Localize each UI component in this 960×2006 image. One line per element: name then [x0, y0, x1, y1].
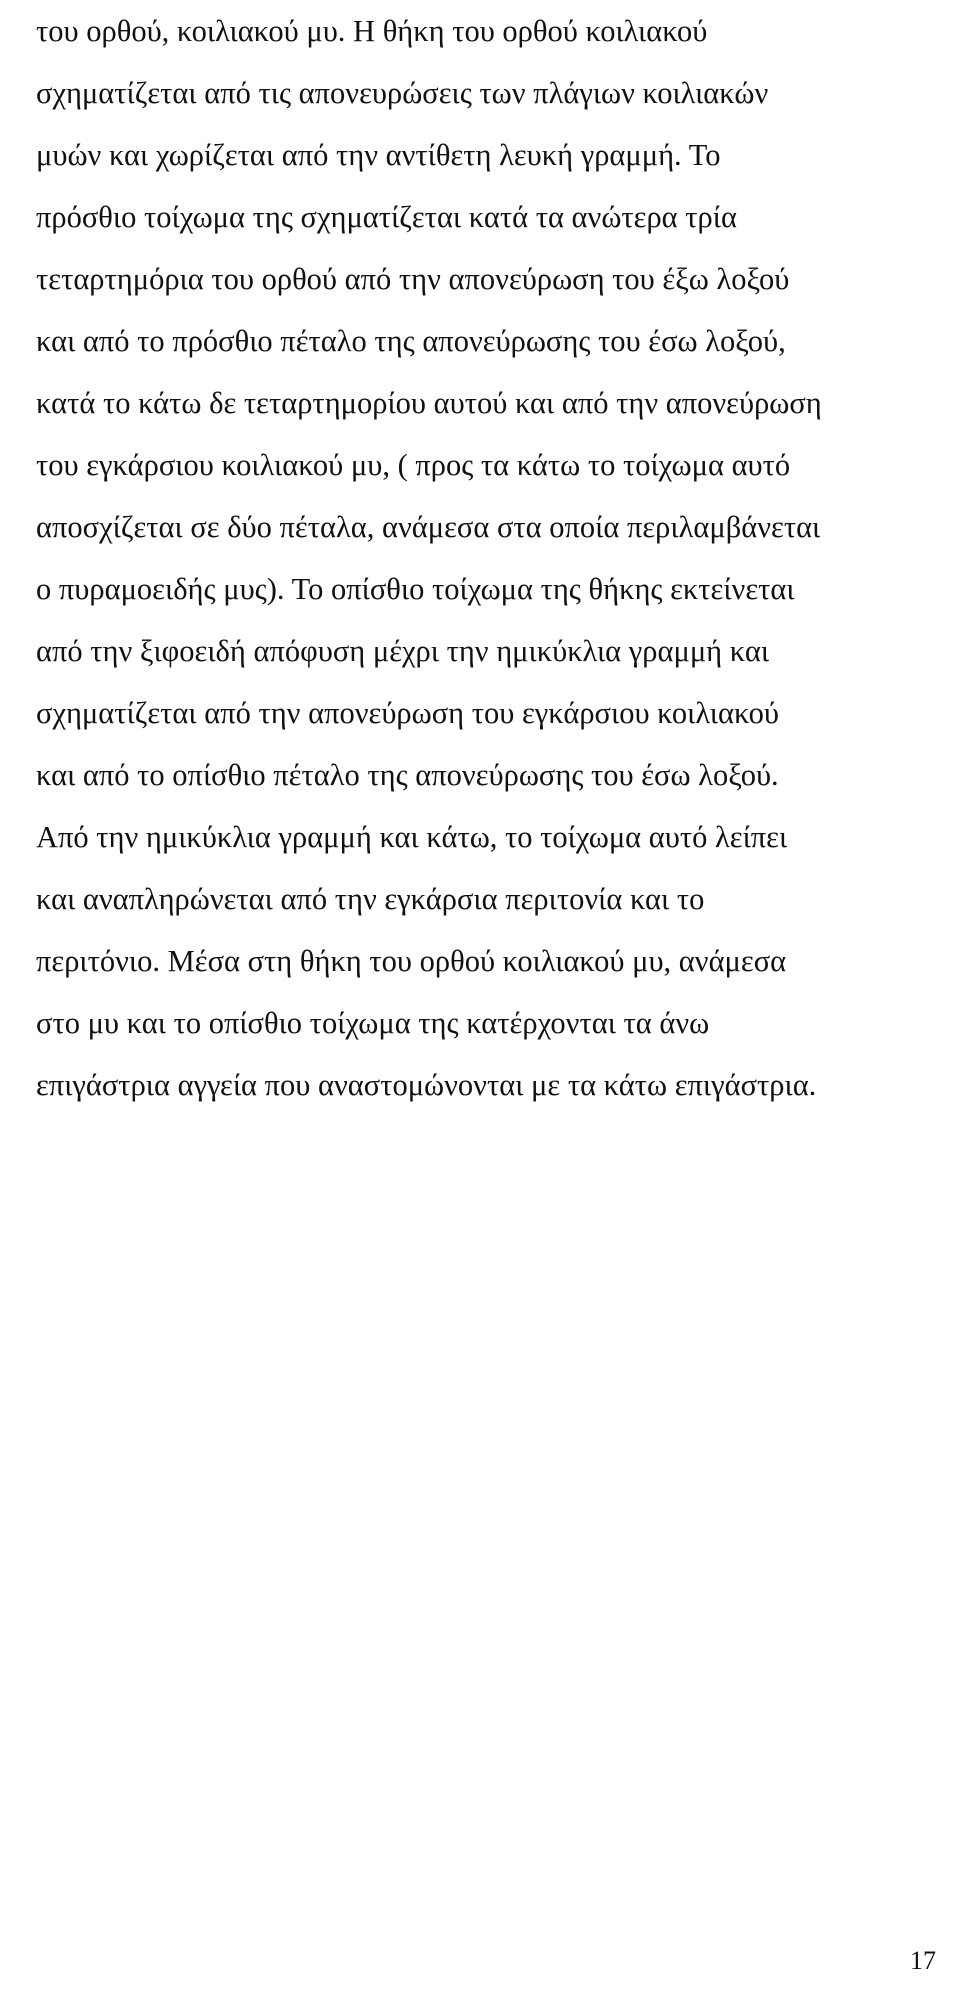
text-line: του εγκάρσιου κοιλιακού μυ, ( προς τα κάτω το τοίχωμα αυτό [36, 448, 791, 482]
text-line: στο μυ και το οπίσθιο τοίχωμα της κατέρχονται τα άνω [36, 1006, 710, 1040]
text-line: πρόσθιο τοίχωμα της σχηματίζεται κατά τα ανώτερα τρία [36, 200, 737, 234]
text-line: αποσχίζεται σε δύο πέταλα, ανάμεσα στα οποία περιλαμβάνεται [36, 510, 821, 544]
page-number: 17 [910, 1946, 936, 1975]
text-line: Από την ημικύκλια γραμμή και κάτω, το τοίχωμα αυτό λείπει [36, 820, 788, 854]
text-line: τεταρτημόρια του ορθού από την απονεύρωση του έξω λοξού [36, 262, 790, 296]
text-line: ο πυραμοειδής μυς). Το οπίσθιο τοίχωμα της θήκης εκτείνεται [36, 572, 795, 606]
text-line: του ορθού, κοιλιακού μυ. Η θήκη του ορθού κοιλιακού [36, 14, 708, 48]
body-paragraph [36, 0, 956, 1116]
text-line: από την ξιφοειδή απόφυση μέχρι την ημικύκλια γραμμή και [36, 634, 770, 668]
text-line: περιτόνιο. Μέσα στη θήκη του ορθού κοιλιακού μυ, ανάμεσα [36, 944, 787, 978]
text-line: επιγάστρια αγγεία που αναστομώνονται με τα κάτω επιγάστρια. [36, 1068, 817, 1102]
text-line: κατά το κάτω δε τεταρτημορίου αυτού και από την απονεύρωση [36, 386, 822, 420]
text-line: μυών και χωρίζεται από την αντίθετη λευκή γραμμή. Το [36, 138, 721, 172]
text-line: και από το πρόσθιο πέταλο της απονεύρωσης του έσω λοξού, [36, 324, 786, 358]
text-line: και αναπληρώνεται από την εγκάρσια περιτονία και το [36, 882, 705, 916]
text-line: σχηματίζεται από τις απονευρώσεις των πλάγιων κοιλιακών [36, 76, 769, 110]
text-line: σχηματίζεται από την απονεύρωση του εγκάρσιου κοιλιακού [36, 696, 779, 730]
text-line: και από το οπίσθιο πέταλο της απονεύρωσης του έσω λοξού. [36, 758, 779, 792]
